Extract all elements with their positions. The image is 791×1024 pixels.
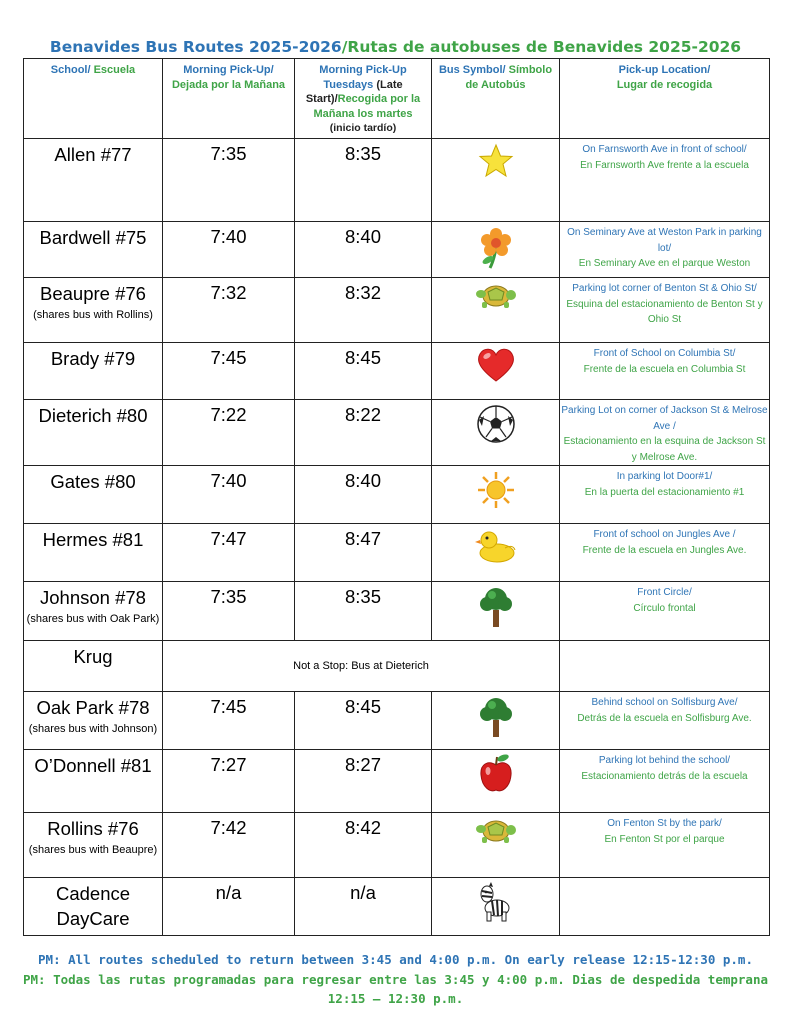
title-spanish: Rutas de autobuses de Benavides 2025-2026 — [347, 38, 742, 56]
bus-symbol-cell — [432, 582, 560, 641]
location-cell: Front of school on Jungles Ave / Frente de la escuela en Jungles Ave. — [560, 524, 770, 582]
school-cell: Brady #79 — [24, 343, 163, 400]
tree-icon — [478, 696, 514, 743]
bus-symbol-cell — [432, 692, 560, 750]
school-cell: Beaupre #76 (shares bus with Rollins) — [24, 278, 163, 343]
morning-time-cell: 7:27 — [163, 750, 295, 813]
star-icon — [478, 143, 514, 184]
flower-icon — [478, 226, 514, 275]
sun-icon — [476, 470, 516, 515]
title-english: Benavides Bus Routes 2025-2026 — [49, 38, 342, 56]
tuesday-time-cell: 8:45 — [295, 692, 432, 750]
header-row — [24, 59, 770, 139]
morning-time-cell: 7:32 — [163, 278, 295, 343]
bus-symbol-cell — [432, 343, 560, 400]
bus-symbol-cell — [432, 139, 560, 222]
school-cell: O’Donnell #81 — [24, 750, 163, 813]
table-row — [24, 813, 770, 878]
location-cell — [560, 641, 770, 692]
header-tuesday: Morning Pick-Up Tuesdays (Late Start)/Recogida por la Mañana los martes (inicio tardío) — [295, 59, 432, 139]
school-cell: Oak Park #78 (shares bus with Johnson) — [24, 692, 163, 750]
school-cell: Rollins #76 (shares bus with Beaupre) — [24, 813, 163, 878]
tuesday-time-cell: n/a — [295, 878, 432, 936]
tuesday-time-cell: 8:35 — [295, 582, 432, 641]
location-cell: In parking lot Door#1/ En la puerta del estacionamiento #1 — [560, 466, 770, 524]
table-row — [24, 466, 770, 524]
location-cell: On Seminary Ave at Weston Park in parking lot/ En Seminary Ave en el parque Weston — [560, 222, 770, 278]
footer-note — [0, 950, 791, 1009]
table-row — [24, 750, 770, 813]
tuesday-time-cell: 8:35 — [295, 139, 432, 222]
table-row — [24, 222, 770, 278]
bus-symbol-cell — [432, 878, 560, 936]
location-cell: Front of School on Columbia St/ Frente de la escuela en Columbia St — [560, 343, 770, 400]
header-location: Pick-up Location/ Lugar de recogida — [560, 59, 770, 139]
table-row — [24, 878, 770, 936]
school-cell: Johnson #78 (shares bus with Oak Park) — [24, 582, 163, 641]
school-cell: Krug — [24, 641, 163, 692]
header-symbol: Bus Symbol/ Símbolo de Autobús — [432, 59, 560, 139]
header-school: School/ Escuela — [24, 59, 163, 139]
table-row — [24, 524, 770, 582]
footer-spanish-time: 12:15 – 12:30 p.m. — [327, 991, 464, 1006]
turtle-icon — [476, 817, 516, 850]
morning-time-cell: 7:40 — [163, 466, 295, 524]
morning-time-cell: 7:45 — [163, 343, 295, 400]
morning-time-cell: 7:40 — [163, 222, 295, 278]
bus-symbol-cell — [432, 400, 560, 466]
footer-english: PM: All routes scheduled to return between 3:45 and 4:00 p.m. On early release 12:15-12:30 p.m. — [38, 952, 753, 967]
location-cell — [560, 878, 770, 936]
morning-time-cell: 7:35 — [163, 582, 295, 641]
tree-icon — [478, 586, 514, 633]
table-row — [24, 343, 770, 400]
tuesday-time-cell: 8:47 — [295, 524, 432, 582]
table-row — [24, 582, 770, 641]
morning-time-cell: 7:42 — [163, 813, 295, 878]
table-row — [24, 400, 770, 466]
tuesday-time-cell: 8:45 — [295, 343, 432, 400]
school-cell: Allen #77 — [24, 139, 163, 222]
tuesday-time-cell: 8:40 — [295, 222, 432, 278]
heart-icon — [476, 347, 516, 388]
bus-symbol-cell — [432, 750, 560, 813]
no-stop-cell: Not a Stop: Bus at Dieterich — [163, 641, 560, 692]
bus-symbol-cell — [432, 222, 560, 278]
school-cell: Dieterich #80 — [24, 400, 163, 466]
morning-time-cell: 7:45 — [163, 692, 295, 750]
morning-time-cell: 7:35 — [163, 139, 295, 222]
page-title — [0, 38, 791, 56]
location-cell: Front Circle/ Círculo frontal — [560, 582, 770, 641]
morning-time-cell: 7:47 — [163, 524, 295, 582]
turtle-icon — [476, 282, 516, 315]
apple-icon — [478, 754, 514, 799]
location-cell: On Farnsworth Ave in front of school/ En Farnsworth Ave frente a la escuela — [560, 139, 770, 222]
school-cell: Hermes #81 — [24, 524, 163, 582]
table-row — [24, 692, 770, 750]
zebra-icon — [477, 882, 515, 927]
school-cell: Gates #80 — [24, 466, 163, 524]
footer-spanish: PM: Todas las rutas programadas para regresar entre las 3:45 y 4:00 p.m. Dias de despedida temprana — [22, 971, 769, 987]
tuesday-time-cell: 8:40 — [295, 466, 432, 524]
school-cell: Cadence DayCare — [24, 878, 163, 936]
header-morning: Morning Pick-Up/ Dejada por la Mañana — [163, 59, 295, 139]
title-separator: / — [341, 38, 348, 56]
bus-symbol-cell — [432, 278, 560, 343]
table-row — [24, 278, 770, 343]
bus-symbol-cell — [432, 466, 560, 524]
tuesday-time-cell: 8:27 — [295, 750, 432, 813]
table-row — [24, 641, 770, 692]
bus-routes-table — [23, 58, 770, 936]
morning-time-cell: 7:22 — [163, 400, 295, 466]
soccer-ball-icon — [476, 404, 516, 449]
location-cell: Parking lot corner of Benton St & Ohio St/ Esquina del estacionamiento de Benton St y Ohio St — [560, 278, 770, 343]
location-cell: Parking lot behind the school/ Estacionamiento detrás de la escuela — [560, 750, 770, 813]
bus-symbol-cell — [432, 813, 560, 878]
bus-symbol-cell — [432, 524, 560, 582]
tuesday-time-cell: 8:42 — [295, 813, 432, 878]
tuesday-time-cell: 8:22 — [295, 400, 432, 466]
table-row — [24, 139, 770, 222]
location-cell: Behind school on Solfisburg Ave/ Detrás de la escuela en Solfisburg Ave. — [560, 692, 770, 750]
duck-icon — [475, 528, 517, 569]
tuesday-time-cell: 8:32 — [295, 278, 432, 343]
location-cell: On Fenton St by the park/ En Fenton St por el parque — [560, 813, 770, 878]
location-cell: Parking Lot on corner of Jackson St & Melrose Ave / Estacionamiento en la esquina de Jackson St y Melrose Ave. — [560, 400, 770, 466]
school-cell: Bardwell #75 — [24, 222, 163, 278]
morning-time-cell: n/a — [163, 878, 295, 936]
